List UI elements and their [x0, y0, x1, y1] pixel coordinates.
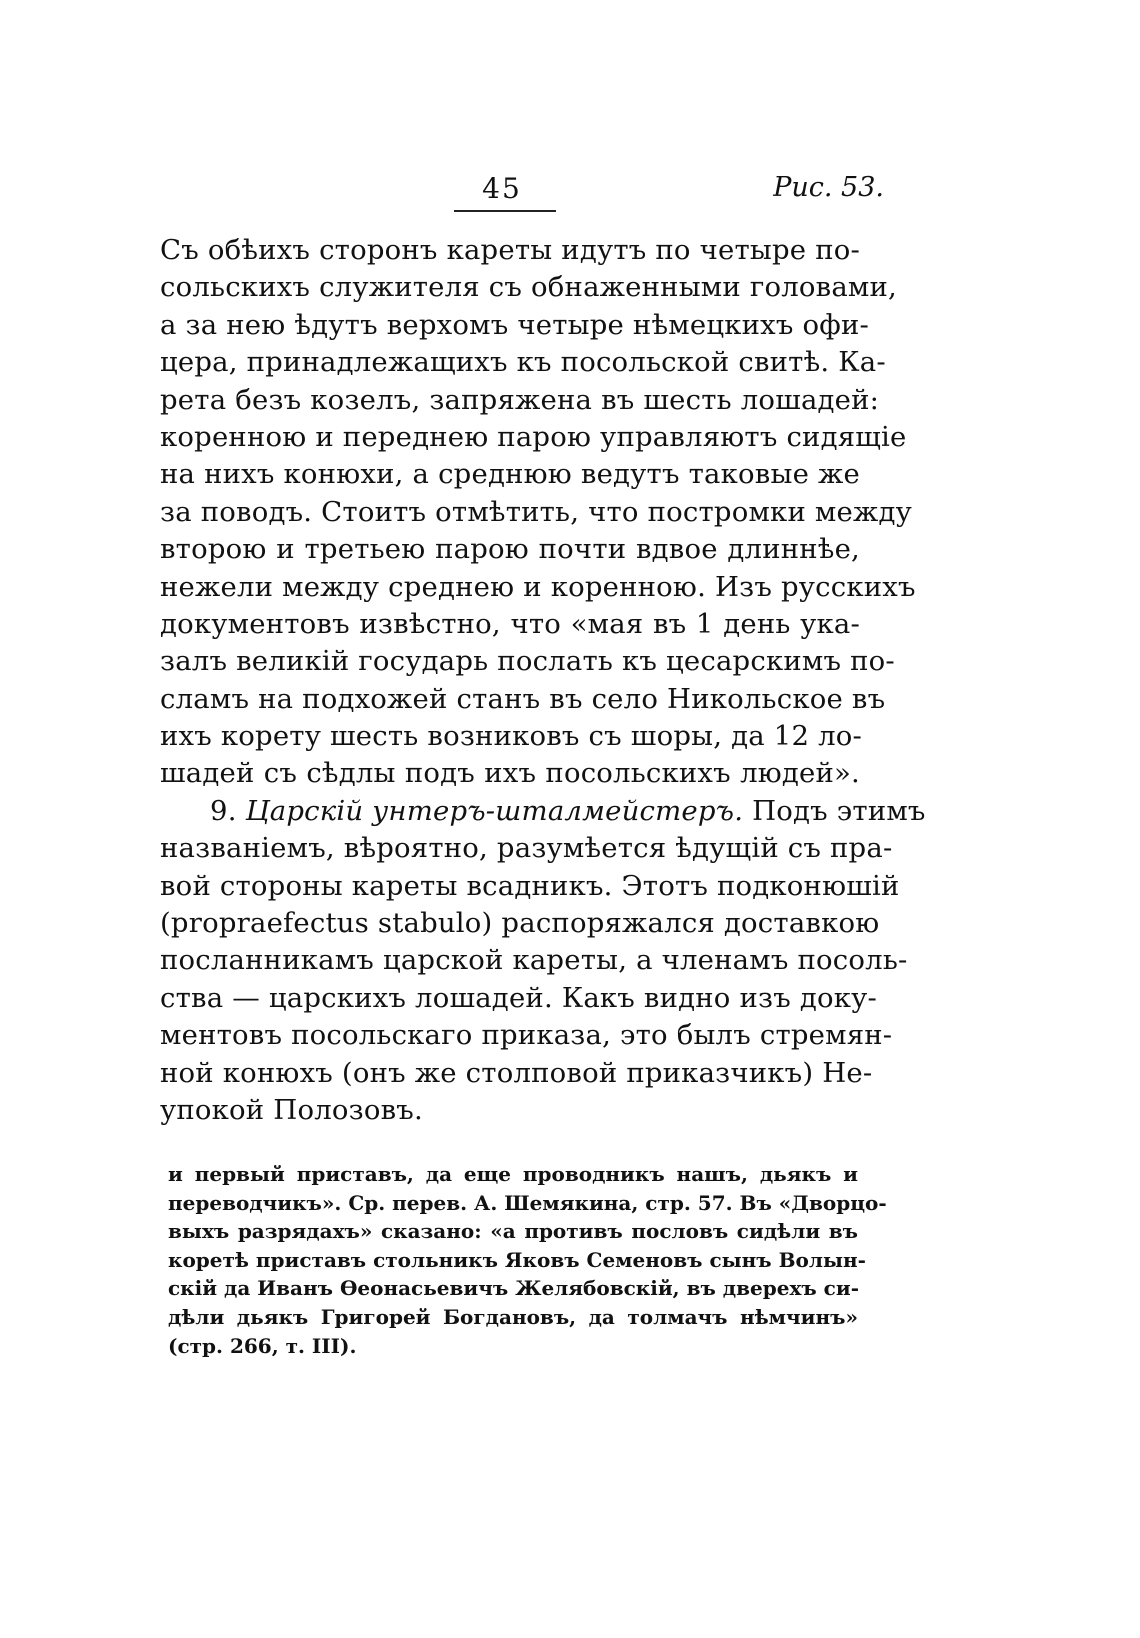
body-line: рета безъ козелъ, запряжена въ шесть лошадей: [160, 383, 880, 416]
body-line: нежели между среднею и коренною. Изъ русскихъ [160, 570, 916, 603]
footnote-line: и первый приставъ, да еще проводникъ нашъ, дьякъ и [168, 1162, 858, 1186]
body-line: сольскихъ служителя съ обнаженными головами, [160, 271, 897, 304]
section-heading-line [160, 793, 926, 830]
body-line: названіемъ, вѣроятно, разумѣется ѣдущій съ пра- [160, 832, 893, 865]
footnote-line: скій да Иванъ Ѳеонасьевичъ Желябовскій, въ дверехъ си- [168, 1276, 859, 1301]
footnote-line: выхъ разрядахъ» сказано: «а противъ пословъ сидѣли въ [168, 1219, 858, 1244]
body-line: сламъ на подхожей станъ въ село Никольское въ [160, 682, 886, 715]
body-line: залъ великій государь послать къ цесарскимъ по- [160, 645, 895, 678]
body-line: документовъ извѣстно, что «мая въ 1 день ука- [160, 607, 860, 640]
page-number-rule [454, 210, 556, 212]
section-number: 9. [210, 794, 237, 827]
body-line: ства — царскихъ лошадей. Какъ видно изъ доку- [160, 981, 878, 1014]
body-line: Съ обѣихъ сторонъ кареты идутъ по четыре по- [160, 234, 860, 266]
footnote [168, 1160, 887, 1360]
footnote-line: дѣли дьякъ Григорей Богдановъ, да толмачъ нѣмчинъ» [168, 1304, 858, 1329]
body-line: коренною и переднею парою управляютъ сидящіе [160, 420, 907, 453]
body-line: шадей съ сѣдлы подъ ихъ посольскихъ людей». [160, 757, 860, 790]
body-line: посланникамъ царской кареты, а членамъ посоль- [160, 944, 908, 977]
section-heading: Царскій унтеръ-шталмейстеръ. [245, 794, 744, 827]
body-line: цера, принадлежащихъ къ посольской свитѣ. Ка- [160, 346, 886, 379]
body-line: вой стороны кареты всадникъ. Этотъ подконюшій [160, 869, 900, 902]
body-line: а за нею ѣдутъ верхомъ четыре нѣмецкихъ офи- [160, 308, 869, 341]
footnote-line: переводчикъ». Ср. перев. А. Шемякина, стр. 57. Въ «Дворцо- [168, 1190, 887, 1215]
body-text [160, 232, 926, 1129]
body-line: упокой Полозовъ. [160, 1093, 423, 1126]
body-line: (prорraefectus stabulo) распоряжался доставкою [160, 907, 880, 940]
body-line: ихъ корету шесть возниковъ съ шоры, да 12 ло- [160, 720, 863, 753]
body-line-segment: Подъ этимъ [752, 794, 926, 827]
body-line: ментовъ посольскаго приказа, это былъ стремян- [160, 1019, 893, 1052]
figure-reference: Рис. 53. [773, 172, 884, 203]
body-line: ной конюхъ (онъ же столповой приказчикъ) Не- [160, 1056, 873, 1089]
body-line: на нихъ конюхи, а среднюю ведутъ таковые же [160, 458, 860, 491]
page-header [0, 172, 1140, 216]
body-line: за поводъ. Стоитъ отмѣтить, что постромки между [160, 495, 912, 528]
footnote-line: (стр. 266, т. III). [168, 1333, 357, 1358]
footnote-line: коретѣ приставъ стольникъ Яковъ Семеновъ сынъ Волын- [168, 1247, 866, 1272]
page-number: 45 [482, 172, 522, 205]
body-line: второю и третьею парою почти вдвое длиннѣе, [160, 533, 860, 566]
